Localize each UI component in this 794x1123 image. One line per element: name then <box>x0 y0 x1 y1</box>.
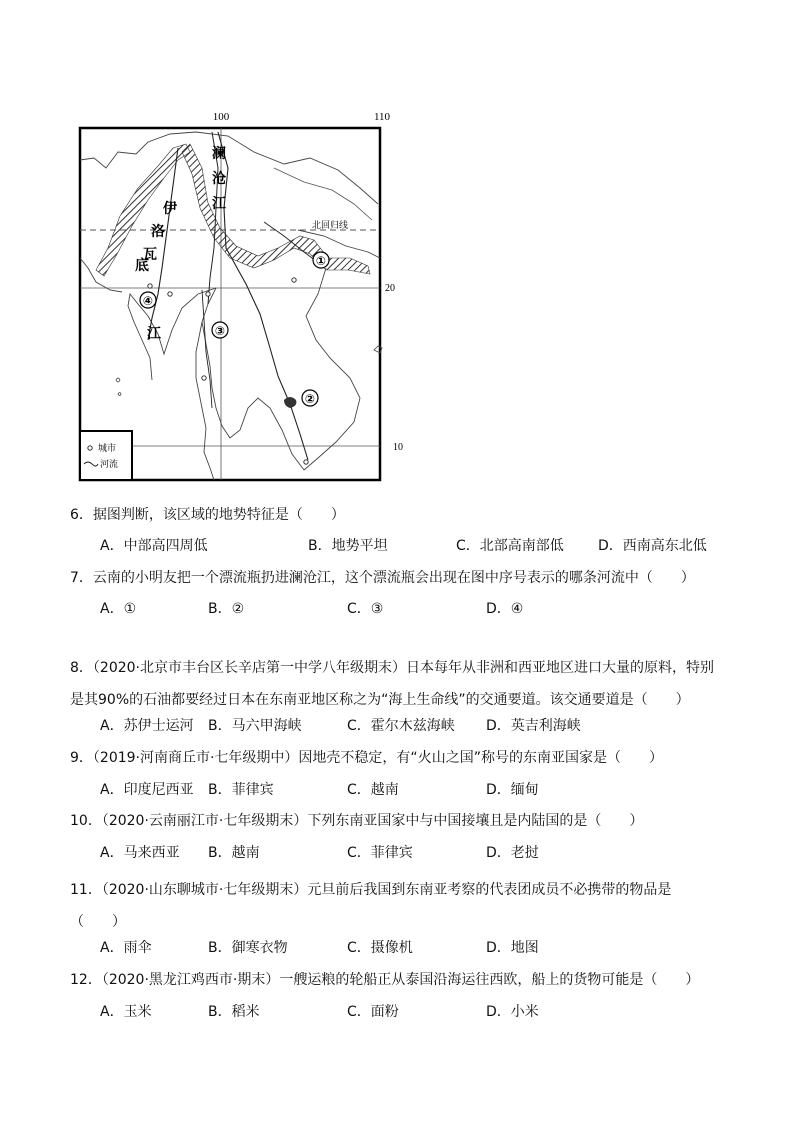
city-dot <box>206 292 210 296</box>
option-d: D．小米 <box>486 1004 539 1020</box>
legend-city-symbol <box>88 446 92 450</box>
label-irrawaddy-5: 江 <box>147 326 161 342</box>
option-c: C．面粉 <box>347 1004 399 1020</box>
option-d: D．英吉利海峡 <box>486 718 581 734</box>
label-irrawaddy-4: 底 <box>135 258 149 274</box>
lat-label-10: 10 <box>393 442 403 453</box>
lon-label-100: 100 <box>212 111 230 123</box>
label-irrawaddy-2: 洛 <box>151 224 165 240</box>
option-d: D．西南高东北低 <box>598 538 707 554</box>
map-frame <box>80 128 380 480</box>
option-c: C．摄像机 <box>347 940 413 956</box>
option-c: C．霍尔木兹海峡 <box>347 718 455 734</box>
legend-city-label: 城市 <box>98 444 117 454</box>
option-a: A．中部高四周低 <box>100 538 208 554</box>
city-dot <box>292 278 296 282</box>
city-dot <box>202 376 206 380</box>
question-7-options <box>100 599 720 619</box>
city-dot <box>304 460 308 464</box>
option-c: C．③ <box>347 601 384 617</box>
question-6: 6．据图判断，该区域的地势特征是（ ） <box>70 507 345 523</box>
label-lancang-2: 沧 <box>212 171 226 187</box>
option-b: B．稻米 <box>208 1004 260 1020</box>
option-d: D．缅甸 <box>486 782 539 798</box>
map-svg <box>78 108 403 486</box>
option-a: A．玉米 <box>100 1004 152 1020</box>
question-10-options <box>100 843 720 863</box>
question-7: 7．云南的小明友把一个漂流瓶扔进澜沧江，这个漂流瓶会出现在图中序号表示的哪条河流中（ ） <box>70 570 695 586</box>
option-c: C．北部高南部低 <box>456 538 564 554</box>
option-a: A．苏伊士运河 <box>100 718 194 734</box>
option-b: B．马六甲海峡 <box>208 718 302 734</box>
question-11: 11．（2020·山东聊城市·七年级期末）元旦前后我国到东南亚考察的代表团成员不必携带的物品是（ ） <box>70 882 672 930</box>
question-8: 8．（2020·北京市丰台区长辛店第一中学八年级期末）日本每年从非洲和西亚地区进口大量的原料，特别是其90%的石油都要经过日本在东南亚地区称之为“海上生命线”的交通要道。该交通要道是（ ） <box>70 660 714 708</box>
label-irrawaddy-1: 伊 <box>163 201 177 217</box>
city-dot <box>148 284 152 288</box>
question-8-options <box>100 716 720 736</box>
lat-label-20: 20 <box>385 283 395 294</box>
city-dot <box>168 292 172 296</box>
option-a: A．马来西亚 <box>100 845 180 861</box>
legend-river-label: 河流 <box>100 460 119 470</box>
option-d: D．地图 <box>486 940 539 956</box>
legend-box <box>80 431 132 480</box>
marker-4: ④ <box>142 294 154 308</box>
label-lancang-1: 澜 <box>212 146 226 162</box>
option-d: D．④ <box>486 601 524 617</box>
option-d: D．老挝 <box>486 845 539 861</box>
lon-label-110: 110 <box>373 111 391 123</box>
question-10: 10．（2020·云南丽江市·七年级期末）下列东南亚国家中与中国接壤且是内陆国的是（ ） <box>70 813 644 829</box>
option-b: B．菲律宾 <box>208 782 274 798</box>
tropic-label: 北回归线 <box>311 221 349 231</box>
option-a: A．雨伞 <box>100 940 152 956</box>
question-9: 9．（2019·河南商丘市·七年级期中）因地壳不稳定，有“火山之国”称号的东南亚国家是（ ） <box>70 750 663 766</box>
label-irrawaddy-3: 瓦 <box>143 247 157 263</box>
marker-2: ② <box>304 392 316 406</box>
option-c: C．菲律宾 <box>347 845 413 861</box>
option-b: B．御寒衣物 <box>208 940 288 956</box>
question-11-options <box>100 938 720 958</box>
option-b: B．地势平坦 <box>308 538 388 554</box>
question-9-options <box>100 780 720 800</box>
option-a: A．印度尼西亚 <box>100 782 194 798</box>
question-6-options <box>100 536 720 556</box>
option-b: B．越南 <box>208 845 260 861</box>
label-lancang-3: 江 <box>212 196 226 212</box>
option-c: C．越南 <box>347 782 399 798</box>
question-12: 12．（2020·黑龙江鸡西市·期末）一艘运粮的轮船正从泰国沿海运往西欧，船上的货物可能是（ ） <box>70 972 700 988</box>
southeast-asia-map <box>78 108 403 486</box>
option-a: A．① <box>100 601 137 617</box>
marker-1: ① <box>315 254 327 268</box>
option-b: B．② <box>208 601 245 617</box>
question-12-options <box>100 1002 720 1022</box>
marker-3: ③ <box>214 324 226 338</box>
